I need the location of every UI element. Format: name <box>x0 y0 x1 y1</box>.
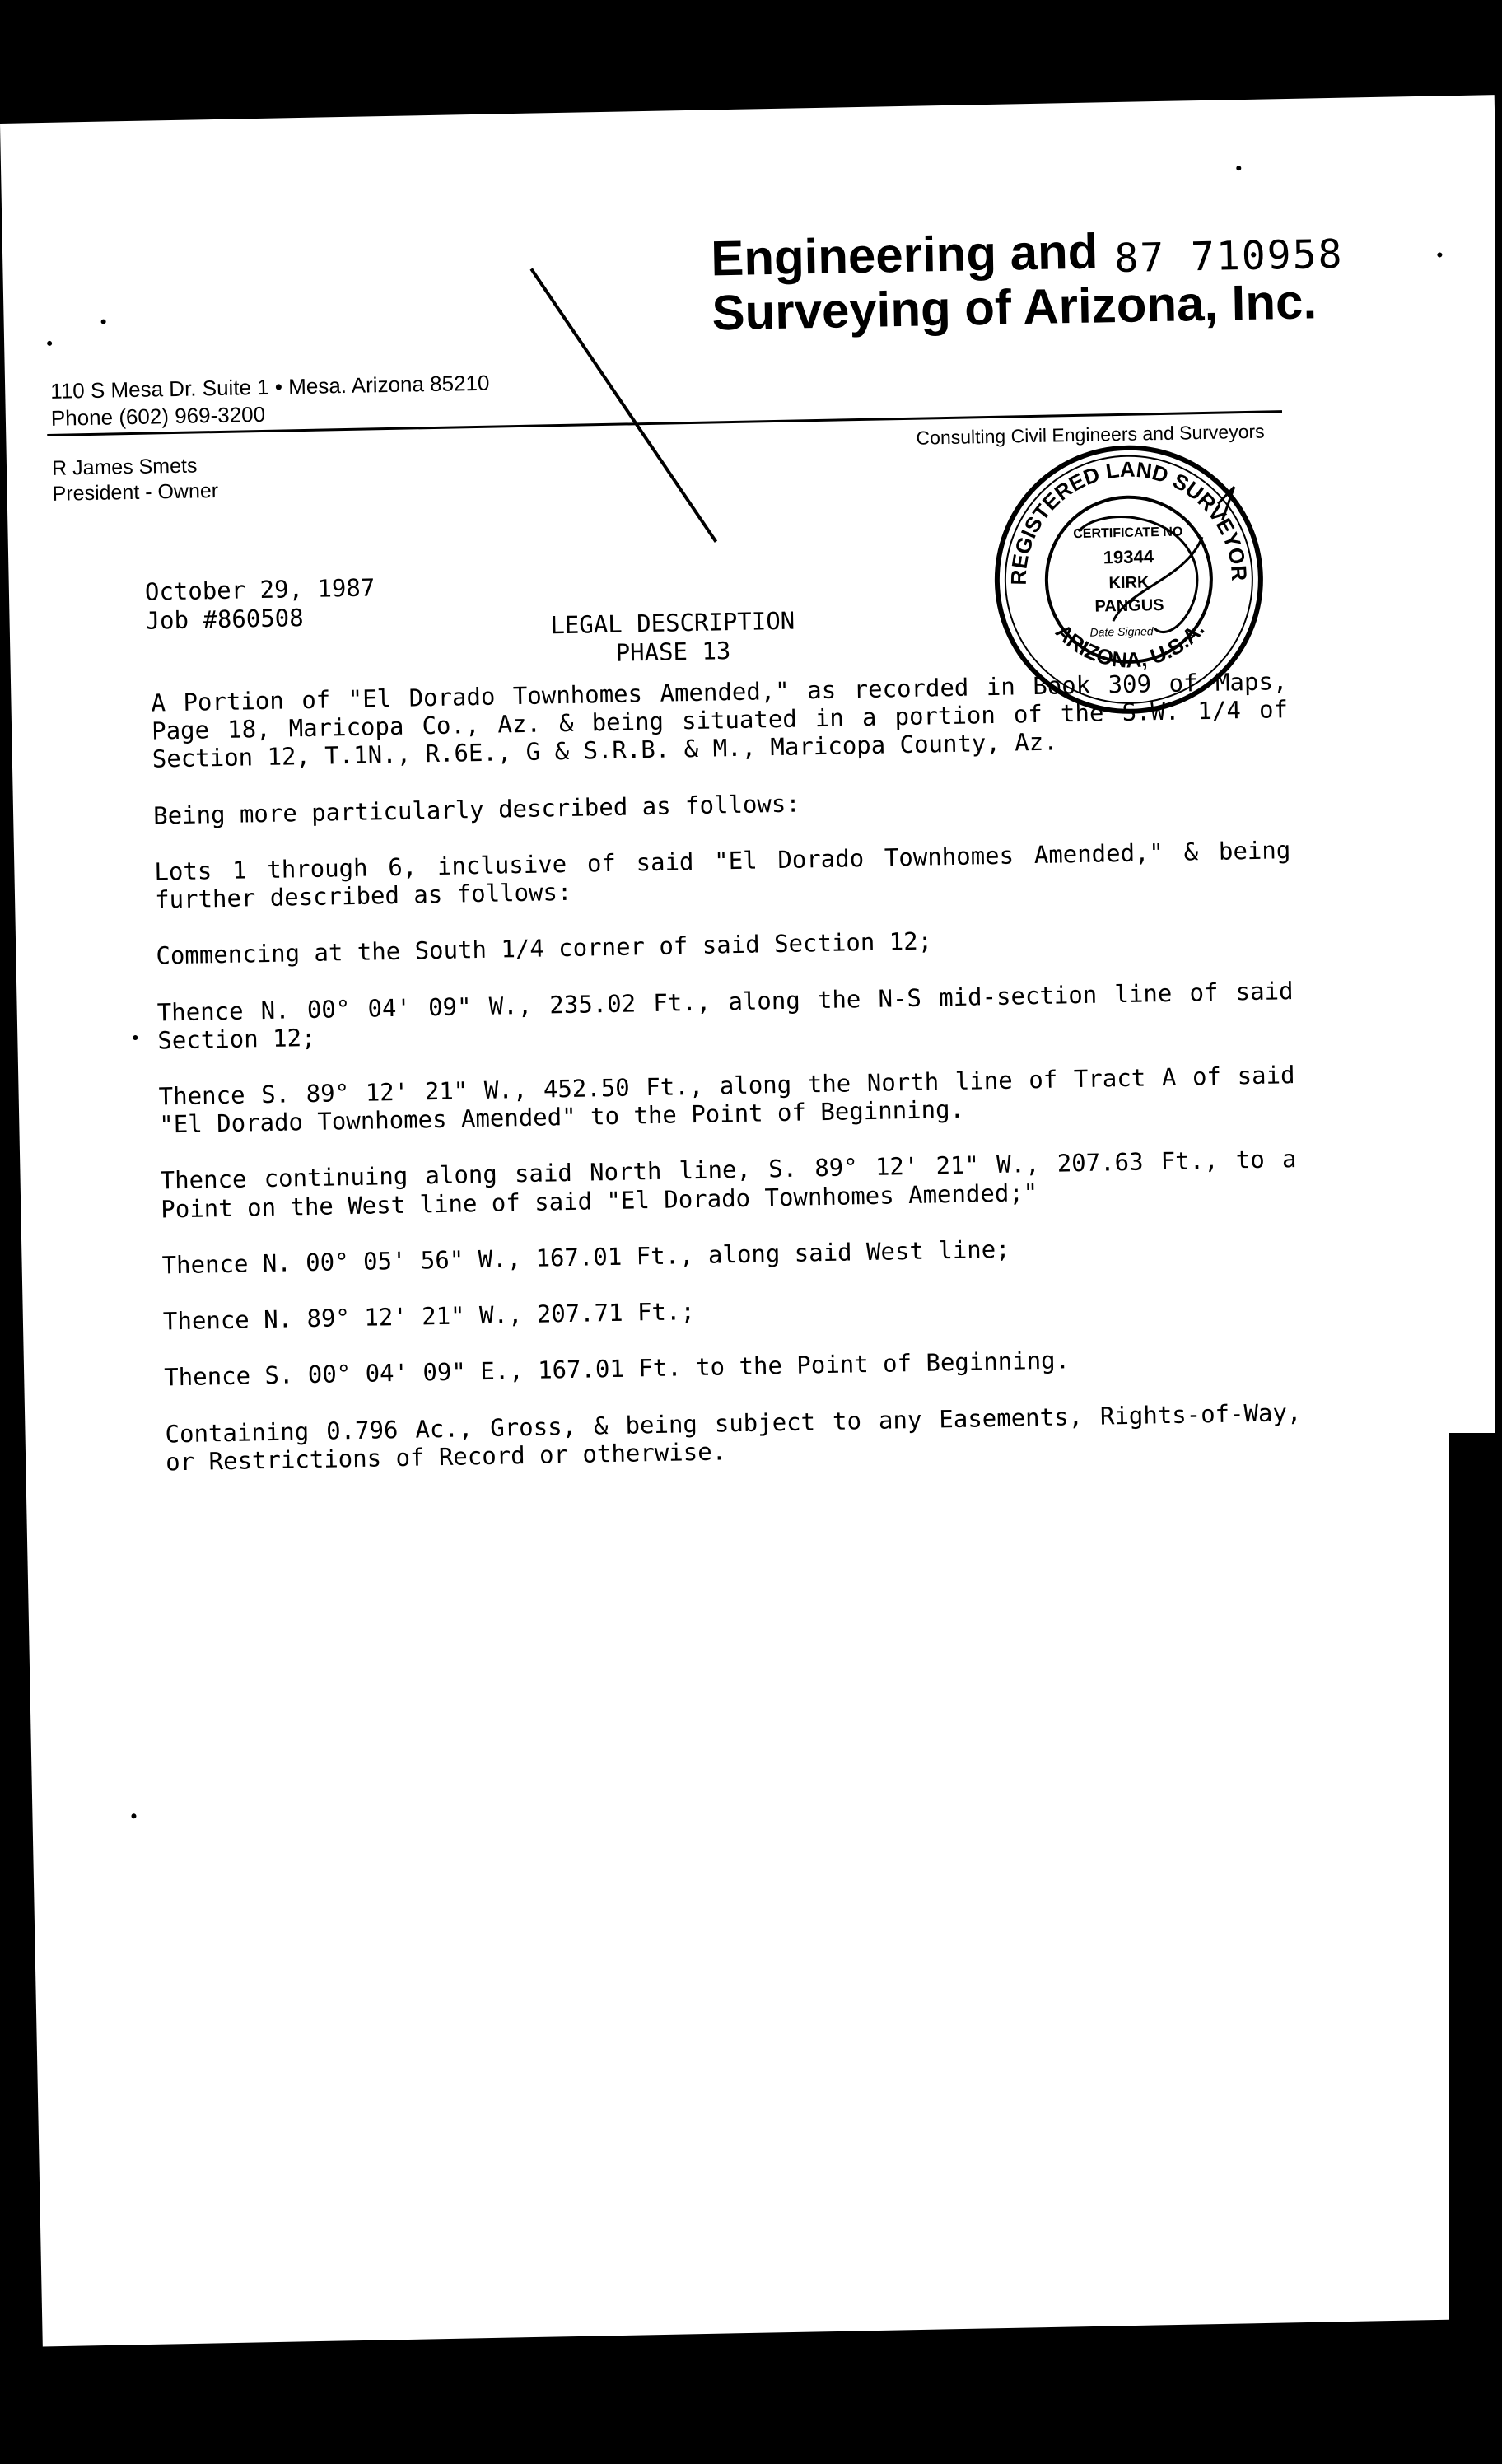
paragraph-course-2: Thence S. 89° 12' 21" W., 452.50 Ft., along the North line of Tract A of said "El Dorado Townhomes Amended" to the Point of Beginning. <box>158 1060 1295 1139</box>
address-block <box>50 370 490 432</box>
legal-description-body <box>151 667 1303 1504</box>
document-title: LEGAL DESCRIPTION <box>550 606 795 640</box>
paragraph-course-1: Thence N. 00° 04' 09" W., 235.02 Ft., along the N-S mid-section line of said Section 12; <box>156 976 1294 1055</box>
header-diagonal-line <box>530 268 718 542</box>
scan-speck <box>1236 166 1241 170</box>
officer-name: R James Smets <box>51 454 198 480</box>
document-page <box>0 95 1502 2346</box>
paragraph-course-5: Thence N. 89° 12' 21" W., 207.71 Ft.; <box>162 1297 696 1336</box>
paragraph-intro: Being more particularly described as follows: <box>152 789 801 830</box>
scan-speck <box>47 341 52 346</box>
phone-line: Phone (602) 969-3200 <box>50 401 266 431</box>
document-subtitle: PHASE 13 <box>615 636 731 667</box>
paragraph-lots: Lots 1 through 6, inclusive of said "El Dorado Townhomes Amended," & being further described as follows: <box>154 835 1291 914</box>
paragraph-portion: A Portion of "El Dorado Townhomes Amended," as recorded in Book 309 of Maps, Page 18, Maricopa Co., Az. & being situated in a portion of the S.W. 1/4 of Section 12, T.1N., R.6E., G & S.R.B. & M., Maricopa County, Az. <box>151 667 1289 774</box>
date-job-block <box>145 573 376 635</box>
seal-number: 19344 <box>1103 546 1154 568</box>
seal-name-first: KIRK <box>1108 573 1150 593</box>
seal-bottom-text: ARIZONA, U.S.A. <box>1050 617 1210 673</box>
company-tagline: Consulting Civil Engineers and Surveyors <box>916 420 1265 449</box>
company-name: Engineering and Surveying of Arizona, Inc. <box>710 223 1318 341</box>
document-number: 87 710958 <box>1113 231 1344 282</box>
seal-top-text: REGISTERED LAND SURVEYOR <box>1005 456 1252 586</box>
scan-speck <box>131 1813 136 1818</box>
officer-block <box>52 453 219 507</box>
scan-speck <box>101 320 106 324</box>
officer-title: President - Owner <box>52 479 219 506</box>
paragraph-course-4: Thence N. 00° 05' 56" W., 167.01 Ft., along said West line; <box>161 1234 1010 1280</box>
scan-speck <box>1437 252 1442 257</box>
paragraph-containing: Containing 0.796 Ac., Gross, & being subject to any Easements, Rights-of-Way, or Restrictions of Record or otherwise. <box>165 1398 1302 1477</box>
seal-date-signed: Date Signed <box>1089 624 1154 639</box>
seal-certificate-text: CERTIFICATE NO <box>1073 525 1183 542</box>
paragraph-course-6: Thence S. 00° 04' 09" E., 167.01 Ft. to the Point of Beginning. <box>163 1346 1071 1392</box>
document-date: October 29, 1987 <box>144 573 376 606</box>
paragraph-course-3: Thence continuing along said North line, S. 89° 12' 21" W., 207.63 Ft., to a Point on the West line of said "El Dorado Townhomes Amended;" <box>160 1145 1297 1224</box>
document-heading <box>459 604 888 670</box>
job-number: Job #860508 <box>145 603 304 635</box>
seal-name-last: PANGUS <box>1094 595 1164 616</box>
scan-edge <box>1449 1433 1502 2355</box>
scan-speck <box>133 1035 138 1040</box>
paragraph-commencing: Commencing at the South 1/4 corner of said Section 12; <box>156 926 933 970</box>
address-line: 110 S Mesa Dr. Suite 1 • Mesa. Arizona 85210 <box>49 370 490 404</box>
